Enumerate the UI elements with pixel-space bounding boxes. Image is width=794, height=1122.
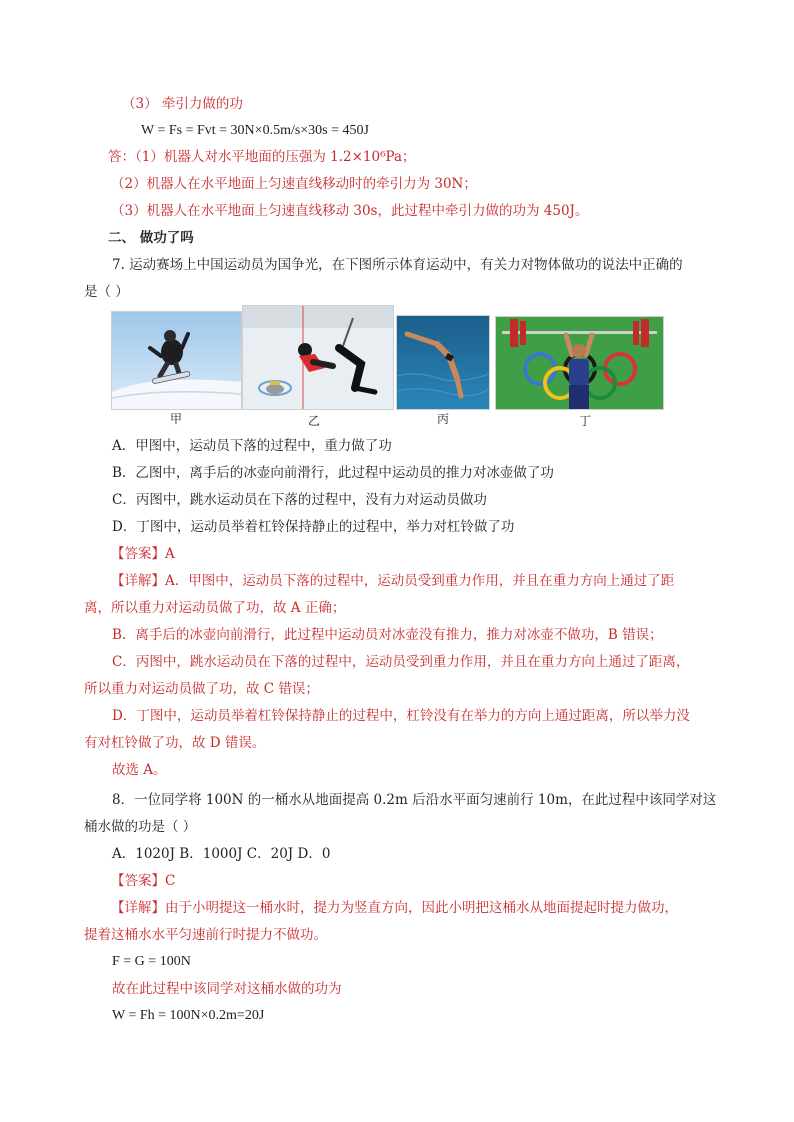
q7-stem-line2: 是（ ）: [84, 284, 129, 300]
answer-line-1: 答：（1）机器人对水平地面的压强为 1.2×10⁶Pa；: [108, 149, 416, 165]
q7-detail-3: B．离手后的冰壶向前滑行，此过程中运动员对冰壶没有推力，推力对冰壶不做功，B 错误；: [112, 627, 663, 643]
q7-stem-line1: 7. 运动赛场上中国运动员为国争光，在下图所示体育运动中，有关力对物体做功的说法中正确的: [112, 257, 683, 273]
q7-option-a: A．甲图中，运动员下落的过程中，重力做了功: [112, 438, 392, 454]
q7-detail-4: C．丙图中，跳水运动员在下落的过程中，运动员受到重力作用，并且在重力方向上通过了距离，: [112, 654, 690, 670]
section-title: 二、 做功了吗: [108, 230, 194, 246]
q8-answer: 【答案】C: [111, 873, 176, 889]
caption-jia: 甲: [169, 412, 182, 426]
answer-line-3: （3）机器人在水平地面上匀速直线移动 30s，此过程中牵引力做的功为 450J。: [111, 203, 589, 219]
q7-option-b: B．乙图中，离手后的冰壶向前滑行，此过程中运动员的推力对冰壶做了功: [112, 465, 554, 481]
q8-detail-1: 【详解】由于小明提这一桶水时，提力为竖直方向，因此小明把这桶水从地面提起时提力做功，: [111, 900, 678, 916]
caption-ding: 丁: [578, 414, 591, 428]
q7-option-d: D．丁图中，运动员举着杠铃保持静止的过程中，举力对杠铃做了功: [112, 519, 515, 535]
q8-stem-line2: 桶水做的功是（ ）: [84, 819, 197, 835]
q8-formula-2: W = Fh = 100N×0.2m=20J: [112, 1008, 265, 1023]
q8-conclusion: 故在此过程中该同学对这桶水做的功为: [112, 981, 342, 997]
q7-detail-5: 所以重力对运动员做了功，故 C 错误；: [84, 681, 319, 697]
snowboard-photo: [111, 311, 242, 410]
q7-option-c: C．丙图中，跳水运动员在下落的过程中，没有力对运动员做功: [112, 492, 487, 508]
part3-formula: W = Fs = Fvt = 30N×0.5m/s×30s = 450J: [141, 123, 369, 138]
q8-options: A．1020J B．1000J C．20J D．0: [112, 846, 331, 862]
curling-photo: [242, 305, 394, 410]
q8-stem-line1: 8．一位同学将 100N 的一桶水从地面提高 0.2m 后沿水平面匀速前行 10m，在此过程中该同学对这: [112, 792, 717, 808]
diving-photo: [396, 315, 490, 410]
weightlifting-photo: [495, 316, 664, 410]
caption-yi: 乙: [307, 414, 320, 428]
answer-line-2: （2）机器人在水平地面上匀速直线移动时的牵引力为 30N；: [111, 176, 477, 192]
q8-detail-2: 提着这桶水水平匀速前行时提力不做功。: [84, 927, 327, 943]
q7-detail-6: D．丁图中，运动员举着杠铃保持静止的过程中，杠铃没有在举力的方向上通过距离，所以举力没: [112, 708, 690, 724]
q7-detail-2: 离，所以重力对运动员做了功，故 A 正确；: [84, 600, 346, 616]
part3-heading: （3） 牵引力做的功: [122, 96, 243, 112]
q7-detail-8: 故选 A。: [112, 762, 167, 778]
caption-bing: 丙: [436, 412, 449, 426]
q7-detail-7: 有对杠铃做了功，故 D 错误。: [84, 735, 266, 751]
q8-formula-1: F = G = 100N: [112, 954, 191, 969]
q7-detail-1: 【详解】A．甲图中，运动员下落的过程中，运动员受到重力作用，并且在重力方向上通过了距: [111, 573, 675, 589]
q7-answer: 【答案】A: [111, 546, 175, 562]
